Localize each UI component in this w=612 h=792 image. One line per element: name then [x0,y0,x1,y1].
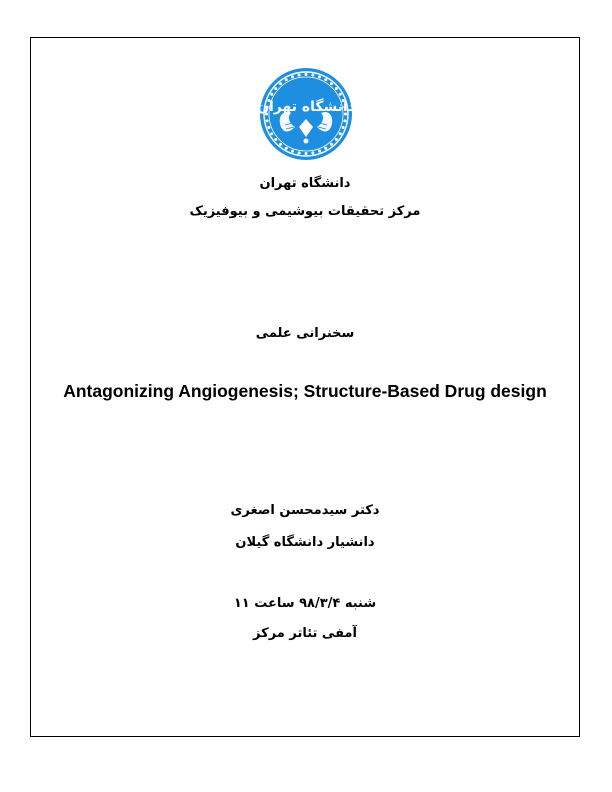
talk-title: Antagonizing Angiogenesis; Structure-Based Drug design [63,381,547,401]
seal-bead [318,150,321,153]
center-name: مرکز تحقیقات بیوشیمی و بیوفیزیک [189,204,421,219]
seal-bead [274,87,277,90]
seal-bead [267,126,270,129]
logo-text: دانشگاه تهران [259,99,353,115]
seal-bead [339,93,342,96]
talk-type-label: سخنرانی علمی [255,326,355,341]
seal-bead [270,132,273,135]
seal-bead [335,87,338,90]
university-name: دانشگاه تهران [259,176,351,191]
seal-bead [270,93,273,96]
seal-bead [298,151,301,154]
seal-bead [311,151,314,154]
seal-bead [330,82,333,85]
seal-bead [318,75,321,78]
talk-datetime: شنبه ۹۸/۳/۴ ساعت ۱۱ [233,596,377,611]
seal-bead [291,150,294,153]
university-seal-icon [259,67,353,161]
seal-bead [285,78,288,81]
seal-bead [324,78,327,81]
seal-bead [335,138,338,141]
talk-venue: آمفی تئاتر مرکز [253,626,357,641]
seal-bead [291,75,294,78]
seal-bead [285,147,288,150]
seal-bead [305,152,308,155]
seal-bead [330,143,333,146]
seal-bead [339,132,342,135]
speaker-position: دانشیار دانشگاه گیلان [235,535,375,550]
seal-bead [324,147,327,150]
seal-bead [279,82,282,85]
seal-bead [266,119,269,122]
university-logo [259,67,353,161]
seal-bead [274,138,277,141]
seal-bead [298,74,301,77]
seal-bead [279,143,282,146]
seal-bead [311,74,314,77]
speaker-name: دکتر سیدمحسن اصغری [230,503,380,518]
seal-bead [342,126,345,129]
seal-bead [305,73,308,76]
seal-bead [343,119,346,122]
